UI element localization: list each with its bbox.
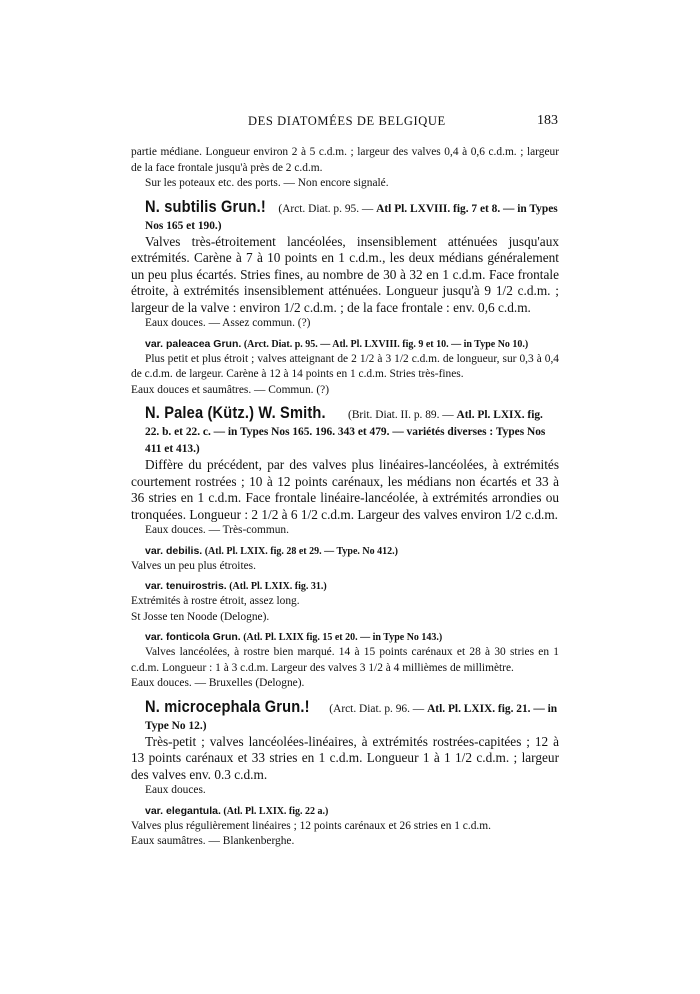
species-description: Valves très-étroitement lancéolées, insensiblement atténuées jusqu'aux extrémités. Carène à 7 à 10 points en 1 c.d.m., les deux médians généralement un peu plus écartés. Stries fines, au nombre de 30 à 32 en 1 c.d.m. Face frontale étroite, à extrémités insensiblement atténuées. Longueur jusqu'à 9 1/2 c.d.m. ; largeur de la valve : environ 1/2 c.d.m. ; de la face frontale : env. 0,6 c.d.m. (131, 233, 559, 315)
variety-name: var. fonticola Grun. (145, 631, 241, 643)
variety-locality: St Josse ten Noode (Delogne). (131, 610, 270, 623)
species-name: N. subtilis Grun.! (145, 196, 266, 216)
species-heading-subtilis (131, 196, 559, 234)
variety-heading (131, 579, 559, 594)
species-atlas-reference: Atl Pl. LXVIII. fig. 7 et 8. — in Types Nos 165 et 190.) (145, 202, 558, 232)
variety-description: Valves un peu plus étroites. (131, 559, 256, 572)
variety-name: var. debilis. (145, 544, 203, 557)
variety-fonticola (131, 630, 559, 692)
species-heading-palea (131, 405, 559, 457)
species-description: Très-petit ; valves lancéolées-linéaires, à extrémités rostrées-capitées ; 12 à 13 points carénaux et 33 stries en 1 c.d.m. Longueur 1 à 1 1/2 c.d.m. ; largeur des valves env. 0.3 c.d.m. (131, 733, 559, 782)
species-habitat: Eaux douces. (145, 784, 206, 796)
variety-habitat: Eaux douces et saumâtres. — Commun. (?) (131, 383, 330, 396)
variety-reference: (Atl. Pl. LXIX. fig. 28 et 29. — Type. No 412.) (202, 545, 398, 557)
variety-heading (131, 630, 559, 645)
species-habitat: Eaux douces. — Assez commun. (?) (145, 317, 311, 329)
species-name: N. microcephala Grun.! (145, 696, 310, 716)
variety-description: Extrémités à rostre étroit, assez long. (131, 595, 300, 607)
species-atlas-reference: Atl. Pl. LXIX. fig. 21. — in Type No 12.) (145, 702, 558, 732)
species-reference: (Brit. Diat. II. p. 89. — (345, 409, 457, 421)
variety-description: Valves lancéolées, à rostre bien marqué. 14 à 15 points carénaux et 28 à 30 stries en 1 c.d.m. Longueur : 1 à 3 c.d.m. Largeur des valves 3 1/2 à 4 millièmes de millimètre. (131, 646, 559, 674)
variety-description: Valves plus régulièrement linéaires ; 12 points carénaux et 26 stries en 1 c.d.m. (131, 819, 491, 832)
variety-elegantula (131, 804, 559, 850)
species-habitat: Eaux douces. — Très-commun. (145, 524, 289, 536)
species-heading-microcephala (131, 696, 559, 734)
page-content (131, 145, 559, 850)
variety-heading (131, 804, 559, 819)
running-title: DES DIATOMÉES DE BELGIQUE (248, 114, 446, 128)
variety-debilis (131, 544, 559, 575)
variety-heading (131, 544, 559, 559)
variety-habitat: Eaux saumâtres. — Blankenberghe. (131, 835, 295, 847)
variety-paleacea (131, 337, 559, 399)
intro-habitat: Sur les poteaux etc. des ports. — Non encore signalé. (145, 177, 389, 189)
variety-name: var. elegantula. (145, 804, 221, 817)
species-description: Diffère du précédent, par des valves plus linéaires-lancéolées, à extrémités courtement rostrées ; 10 à 12 points carénaux, les médians non écartés et 33 à 36 stries en 1 c.d.m. Face frontale linéaire-lancéolée, à extrémités arrondies ou tronquées. Longueur : 2 1/2 à 6 1/2 c.d.m. Largeur des valves environ 1/2 c.d.m. (131, 457, 559, 522)
variety-tenuirostris (131, 579, 559, 625)
species-reference: (Arct. Diat. p. 95. — (275, 202, 377, 215)
intro-paragraph: partie médiane. Longueur environ 2 à 5 c.d.m. ; largeur des valves 0,4 à 0,6 c.d.m. ; largeur de la face frontale jusqu'à près de 2 c.d.m. (131, 146, 559, 174)
variety-reference: (Atl. Pl. LXIX fig. 15 et 20. — in Type No 143.) (240, 632, 443, 643)
species-atlas-reference: Atl. Pl. LXIX. fig. 22. b. et 22. c. — in Types Nos 165. 196. 343 et 479. — variétés diverses : Types Nos 411 et 413.) (145, 409, 546, 455)
species-name: N. Palea (Kütz.) W. Smith. (145, 403, 326, 422)
variety-description: Plus petit et plus étroit ; valves atteignant de 2 1/2 à 3 1/2 c.d.m. de longueur, sur 0,3 à 0,4 de c.d.m. de largeur. Carène à 12 à 14 points en 1 c.d.m. Stries très-fines. (131, 352, 559, 380)
variety-reference: (Atl. Pl. LXIX. fig. 22 a.) (220, 805, 329, 817)
variety-reference: (Arct. Diat. p. 95. — Atl. Pl. LXVIII. fig. 9 et 10. — in Type No 10.) (241, 338, 529, 350)
page-header (128, 114, 558, 134)
page-number: 183 (537, 113, 558, 128)
variety-heading (131, 337, 559, 352)
variety-name: var. paleacea Grun. (145, 337, 242, 350)
species-reference: (Arct. Diat. p. 96. — (326, 702, 428, 715)
variety-habitat: Eaux douces. — Bruxelles (Delogne). (131, 677, 305, 689)
variety-reference: (Atl. Pl. LXIX. fig. 31.) (226, 581, 327, 592)
variety-name: var. tenuirostris. (145, 580, 227, 592)
